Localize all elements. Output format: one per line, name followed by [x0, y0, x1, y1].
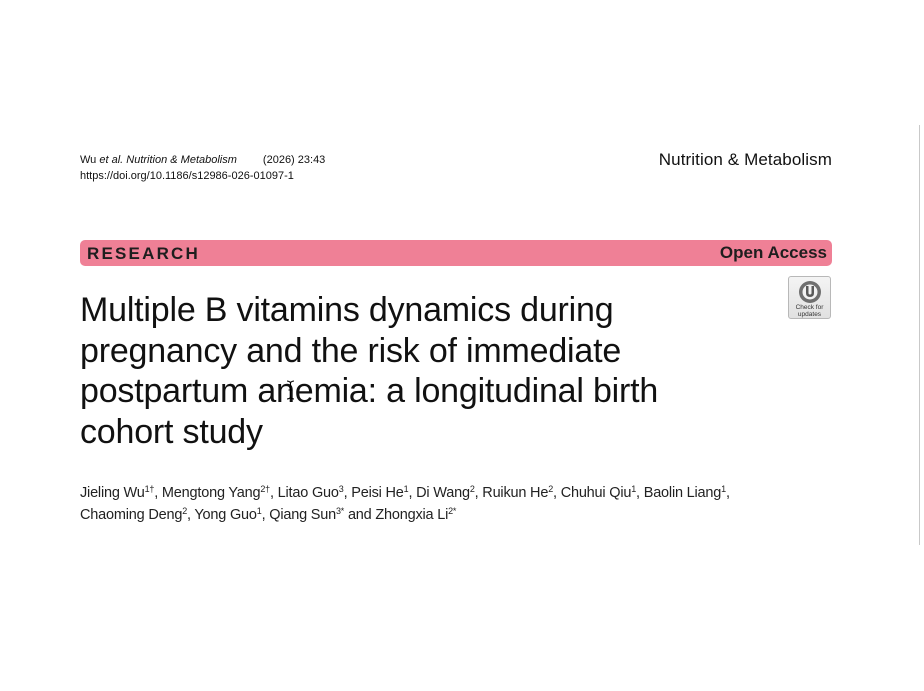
author-name[interactable]: Litao Guo: [277, 485, 339, 501]
author-affiliation: 2: [182, 506, 187, 516]
article-type-banner: [80, 240, 832, 266]
citation-year-volume: (2026) 23:43: [262, 154, 326, 166]
author-name[interactable]: Peisi He: [351, 485, 404, 501]
author-affiliation: 1: [631, 484, 637, 494]
article-title-line: cohort study: [80, 412, 263, 451]
article-title-line: postpartum anemia: a longitudinal birth: [80, 372, 659, 410]
check-for-updates-button[interactable]: [788, 276, 831, 319]
author-name[interactable]: Ruikun He: [482, 485, 549, 501]
author-affiliation: 1†: [144, 484, 155, 494]
article-title-line: Multiple B vitamins dynamics during: [80, 291, 614, 329]
check-for-updates-icon: [797, 279, 823, 305]
author-name[interactable]: Qiang Sun: [269, 507, 336, 523]
author-line: Chaoming Deng$^2$, Yong Guo$^1$, Qiang Sun$^{3*}$ and Zhongxia $Li^{2*}$: [80, 506, 457, 523]
author-name[interactable]: Baolin Liang: [643, 485, 722, 501]
author-affiliation: 2†: [260, 484, 270, 494]
author-name[interactable]: Yong Guo: [194, 507, 257, 523]
journal-name: Nutrition & Metabolism: [658, 150, 832, 169]
author-list: [80, 482, 780, 526]
author-name[interactable]: Chaoming Deng: [80, 507, 183, 523]
author-affiliation: 3*: [336, 506, 345, 516]
author-affiliation: 1: [256, 506, 262, 516]
author-affiliation: 1: [403, 484, 409, 494]
author-name[interactable]: Zhongxia Li: [375, 507, 449, 523]
author-name[interactable]: Mengtong Yang: [161, 485, 261, 501]
citation-journal: et al. Nutrition & Metabolism: [99, 154, 237, 166]
author-affiliation: 3: [338, 484, 344, 494]
author-affiliation: 2: [469, 484, 475, 494]
author-line: Jieling $Wu^{1\dagger}$, Mengtong Yang$^{2\dagger}$, Litao Guo$^3$, Peisi He$^1$, Di Wang$^2$, Ruikun He$^2$, Chuhui Qiu$^1$, Baolin Liang$^1$,: [80, 484, 730, 501]
author-name[interactable]: Di Wang: [416, 485, 470, 501]
article-title: [80, 290, 720, 452]
article-type-label: RESEARCH: [87, 244, 201, 263]
author-name[interactable]: Jieling Wu: [80, 485, 145, 501]
check-for-updates-line2: updates: [797, 311, 822, 318]
article-title-line: pregnancy and the risk of immediate: [80, 331, 622, 370]
author-name[interactable]: Chuhui Qiu: [560, 485, 632, 501]
text-cursor-icon: [286, 380, 295, 400]
author-affiliation: 1: [721, 484, 726, 494]
citation-line: [80, 152, 325, 168]
check-for-updates-line1: Check for: [795, 304, 824, 311]
page-edge: [919, 125, 920, 545]
citation-block: [80, 152, 325, 184]
citation-author: Wu: [80, 154, 100, 166]
open-access-label: Open Access: [719, 243, 827, 262]
doi-link[interactable]: https://doi.org/10.1186/s12986-026-01097-1: [80, 170, 294, 182]
author-affiliation: 2: [548, 484, 554, 494]
author-affiliation: 2*: [448, 506, 457, 516]
